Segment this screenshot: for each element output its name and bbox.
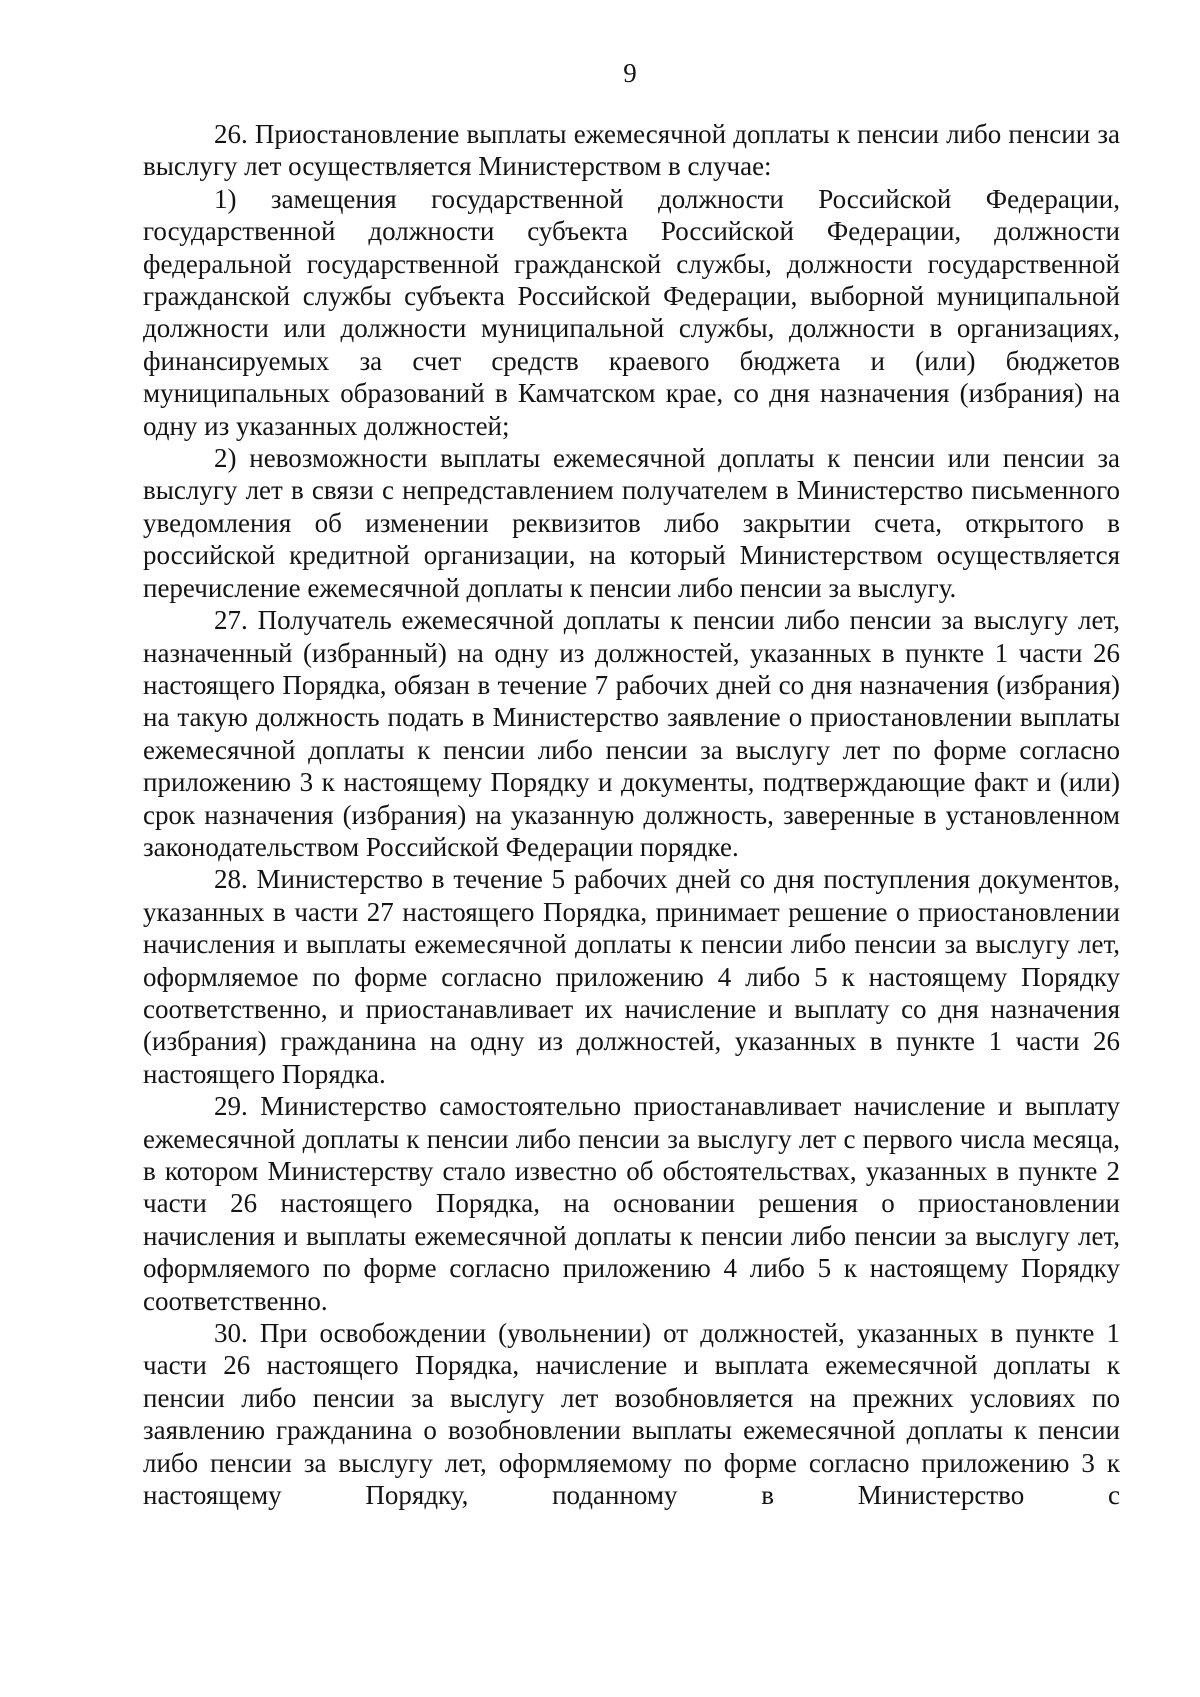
paragraph-26-item-1: 1) замещения государственной должности Российской Федерации, государственной должности субъекта Российской Федерации, должности федеральной государственной гражданской службы, должности государственной гражданской службы субъекта Российской Федерации, выборной муниципальной должности или должности муниципальной службы, должности в организациях, финансируемых за счет средств краевого бюджета и (или) бюджетов муниципальных образований в Камчатском крае, со дня назначения (избрания) на одну из указанных должностей; bbox=[143, 183, 1120, 441]
paragraph-27: 27. Получатель ежемесячной доплаты к пенсии либо пенсии за выслугу лет, назначенный (избранный) на одну из должностей, указанных в пункте 1 части 26 настоящего Порядка, обязан в течение 7 рабочих дней со дня назначения (избрания) на такую должность подать в Министерство заявление о приостановлении выплаты ежемесячной доплаты к пенсии либо пенсии за выслугу лет по форме согласно приложению 3 к настоящему Порядку и документы, подтверждающие факт и (или) срок назначения (избрания) на указанную должность, заверенные в установленном законодательством Российской Федерации порядке. bbox=[143, 605, 1120, 862]
paragraph-29: 29. Министерство самостоятельно приостанавливает начисление и выплату ежемесячной доплаты к пенсии либо пенсии за выслугу лет с первого числа месяца, в котором Министерству стало известно об обстоятельствах, указанных в пункте 2 части 26 настоящего Порядка, на основании решения о приостановлении начисления и выплаты ежемесячной доплаты к пенсии либо пенсии за выслугу лет, оформляемого по форме согласно приложению 4 либо 5 к настоящему Порядку соответственно. bbox=[143, 1091, 1120, 1316]
document-body bbox=[143, 118, 1120, 1511]
paragraph-28: 28. Министерство в течение 5 рабочих дней со дня поступления документов, указанных в части 27 настоящего Порядка, принимает решение о приостановлении начисления и выплаты ежемесячной доплаты к пенсии либо пенсии за выслугу лет, оформляемое по форме согласно приложению 4 либо 5 к настоящему Порядку соответственно, и приостанавливает их начисление и выплату со дня назначения (избрания) гражданина на одну из должностей, указанных в пункте 1 части 26 настоящего Порядка. bbox=[143, 864, 1120, 1089]
paragraph-26-item-2: 2) невозможности выплаты ежемесячной доплаты к пенсии или пенсии за выслугу лет в связи с непредставлением получателем в Министерство письменного уведомления об изменении реквизитов либо закрытии счета, открытого в российской кредитной организации, на который Министерством осуществляется перечисление ежемесячной доплаты к пенсии либо пенсии за выслугу. bbox=[143, 443, 1120, 603]
paragraph-30: 30. При освобождении (увольнении) от должностей, указанных в пункте 1 части 26 настоящего Порядка, начисление и выплата ежемесячной доплаты к пенсии либо пенсии за выслугу лет возобновляется на прежних условиях по заявлению гражданина о возобновлении выплаты ежемесячной доплаты к пенсии либо пенсии за выслугу лет, оформляемому по форме согласно приложению 3 к настоящему Порядку, поданному в Министерство с bbox=[143, 1318, 1120, 1511]
page-number: 9 bbox=[623, 58, 637, 88]
paragraph-26: 26. Приостановление выплаты ежемесячной доплаты к пенсии либо пенсии за выслугу лет осуществляется Министерством в случае: bbox=[143, 119, 1120, 182]
